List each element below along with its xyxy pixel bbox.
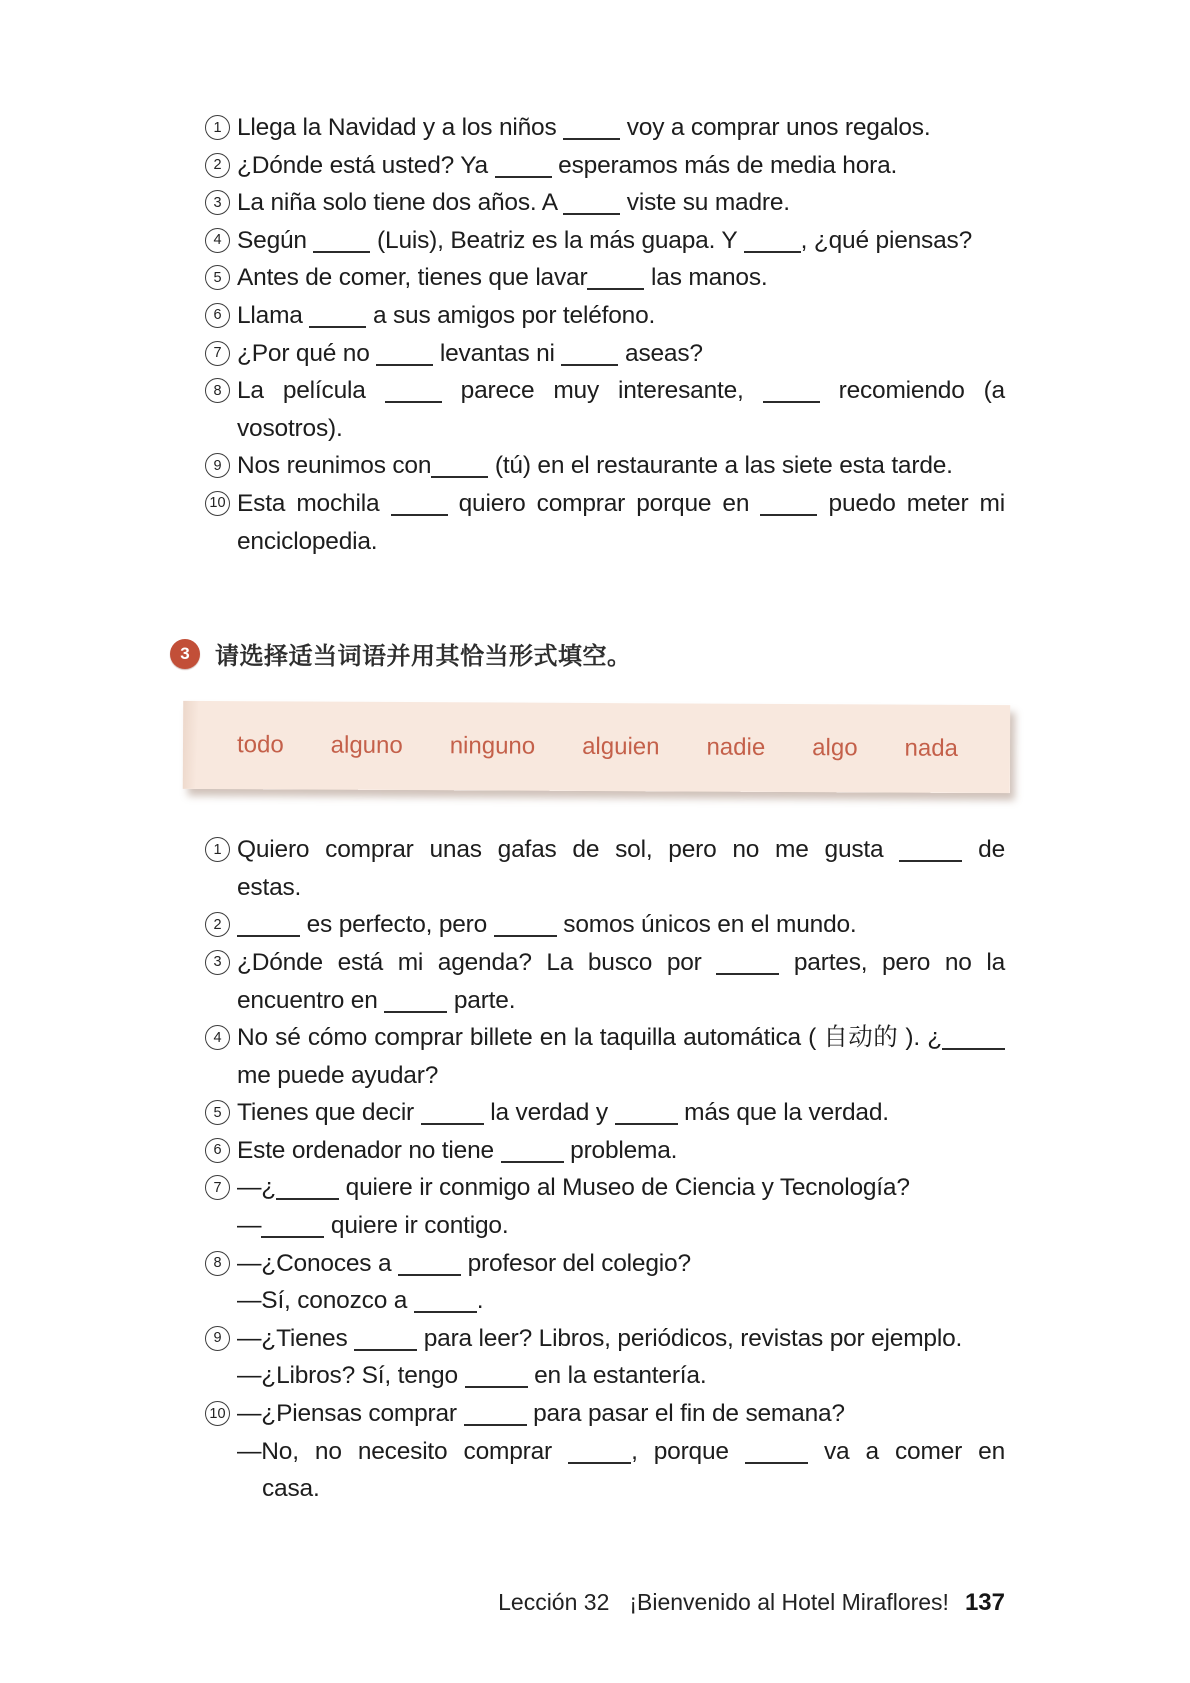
text-line <box>237 944 1005 982</box>
exercise-item <box>205 147 1005 185</box>
text-segment: —¿ <box>237 1174 277 1202</box>
text-segment: (tú) en el restaurante a las siete esta tarde. <box>488 452 953 480</box>
exercise-item <box>205 109 1005 147</box>
item-number: 3 <box>205 190 230 215</box>
text-line <box>237 1169 1005 1207</box>
text-line <box>237 1057 1005 1095</box>
item-text <box>237 1320 1005 1395</box>
item-number: 7 <box>205 341 230 366</box>
text-line <box>237 982 1005 1020</box>
text-segment: No sé cómo comprar billete en la taquilla automática ( 自动的 ). ¿ <box>237 1024 942 1052</box>
text-line <box>237 109 1005 147</box>
exercise-item <box>205 944 1005 1019</box>
text-segment: —¿Libros? Sí, tengo <box>237 1362 465 1390</box>
blank-line <box>563 213 620 215</box>
blank-line <box>237 935 300 937</box>
text-line <box>237 184 1005 222</box>
text-line <box>237 485 1005 523</box>
footer <box>498 1589 1005 1617</box>
section-3-header <box>170 636 1005 671</box>
blank-line <box>313 251 370 253</box>
exercise-item <box>205 335 1005 373</box>
text-segment: ¿Por qué no <box>237 339 377 367</box>
word-bank-word: algo <box>812 734 858 762</box>
word-bank-word: nada <box>904 734 959 763</box>
text-line <box>237 869 1005 907</box>
word-bank-word: ninguno <box>449 732 536 760</box>
blank-line <box>384 1011 447 1013</box>
text-segment: —¿Conoces a <box>237 1249 399 1277</box>
text-segment: Este ordenador no tiene <box>237 1136 501 1164</box>
exercise-item <box>205 1245 1005 1320</box>
text-segment: La niña solo tiene dos años. A <box>237 189 564 217</box>
exercise-item <box>205 1132 1005 1170</box>
item-text <box>237 944 1005 1019</box>
text-segment: Antes de comer, tienes que lavar <box>237 264 588 292</box>
item-text <box>237 372 1005 447</box>
item-text <box>237 222 1005 260</box>
item-number: 6 <box>205 1138 230 1163</box>
text-segment: recomiendo (a <box>819 377 1005 405</box>
blank-line <box>763 401 820 403</box>
item-text <box>237 447 1005 485</box>
text-segment: es perfecto, pero <box>300 911 494 939</box>
text-segment: encuentro en <box>237 986 385 1014</box>
item-number: 9 <box>205 1326 230 1351</box>
word-bank-word: alguien <box>582 733 660 761</box>
text-line <box>237 1282 1005 1320</box>
item-number: 1 <box>205 115 230 140</box>
exercise-item <box>205 447 1005 485</box>
item-text <box>237 1169 1005 1244</box>
item-text <box>237 297 1005 335</box>
word-bank-word: todo <box>236 731 284 759</box>
text-segment: La película <box>237 377 385 405</box>
item-text <box>237 1132 1005 1170</box>
text-segment: quiere ir contigo. <box>324 1212 509 1240</box>
text-segment: para pasar el fin de semana? <box>526 1400 845 1428</box>
text-line <box>237 1132 1005 1170</box>
text-segment: enciclopedia. <box>237 527 378 555</box>
blank-line <box>276 1198 339 1200</box>
text-segment: (Luis), Beatriz es la más guapa. Y <box>370 226 744 254</box>
text-segment: ¿Dónde está mi agenda? La busco por <box>237 948 717 976</box>
text-segment: Según <box>237 226 314 254</box>
exercise-item <box>205 184 1005 222</box>
item-number: 8 <box>205 378 230 403</box>
text-line <box>237 259 1005 297</box>
item-text <box>237 147 1005 185</box>
blank-line <box>745 1462 808 1464</box>
text-segment: , porque <box>631 1437 745 1465</box>
text-segment: partes, pero no la <box>779 948 1005 976</box>
item-text <box>237 335 1005 373</box>
item-number: 8 <box>205 1251 230 1276</box>
exercise-item <box>205 297 1005 335</box>
text-line <box>237 410 1005 448</box>
text-line <box>237 1245 1005 1283</box>
blank-line <box>391 514 448 516</box>
blank-line <box>716 973 779 975</box>
item-text <box>237 1094 1005 1132</box>
item-text <box>237 1395 1005 1508</box>
text-segment: va a comer en <box>807 1437 1005 1465</box>
text-segment: —Sí, conozco a <box>237 1287 414 1315</box>
blank-line <box>431 476 488 478</box>
text-line <box>237 523 1005 561</box>
text-segment: problema. <box>563 1136 678 1164</box>
text-line <box>237 831 1005 869</box>
exercise-item <box>205 1019 1005 1094</box>
item-number: 3 <box>205 950 230 975</box>
item-number: 1 <box>205 837 230 862</box>
footer-book-title: ¡Bienvenido al Hotel Miraflores! <box>629 1589 949 1615</box>
text-line <box>237 222 1005 260</box>
exercise-item <box>205 906 1005 944</box>
text-segment: —¿Tienes <box>237 1324 355 1352</box>
blank-line <box>414 1311 477 1313</box>
text-segment: ¿Dónde está usted? Ya <box>237 151 495 179</box>
word-bank <box>183 701 1010 793</box>
blank-line <box>942 1048 1005 1050</box>
item-text <box>237 906 1005 944</box>
text-segment: más que la verdad. <box>677 1099 889 1127</box>
item-text <box>237 259 1005 297</box>
item-number: 4 <box>205 228 230 253</box>
blank-line <box>899 860 962 862</box>
exercise-item <box>205 831 1005 906</box>
text-segment: para leer? Libros, periódicos, revistas por ejemplo. <box>417 1324 963 1352</box>
section-number-badge: 3 <box>170 639 200 669</box>
item-text <box>237 831 1005 906</box>
exercise-item <box>205 1094 1005 1132</box>
exercise-item <box>205 485 1005 560</box>
blank-line <box>561 364 618 366</box>
blank-line <box>465 1386 528 1388</box>
text-segment: las manos. <box>644 264 768 292</box>
text-line <box>237 1433 1005 1471</box>
text-segment: quiere ir conmigo al Museo de Ciencia y Tecnología? <box>339 1174 910 1202</box>
blank-line <box>421 1123 484 1125</box>
word-bank-word: alguno <box>330 731 403 760</box>
text-line <box>237 1320 1005 1358</box>
item-number: 10 <box>205 1401 230 1426</box>
blank-line <box>464 1424 527 1426</box>
text-segment: —No, no necesito comprar <box>237 1437 569 1465</box>
blank-line <box>563 138 620 140</box>
text-segment: somos únicos en el mundo. <box>556 911 857 939</box>
item-text <box>237 109 1005 147</box>
text-segment: en la estantería. <box>527 1362 707 1390</box>
text-segment: parece muy interesante, <box>441 377 763 405</box>
text-segment: la verdad y <box>483 1099 615 1127</box>
blank-line <box>495 176 552 178</box>
item-number: 5 <box>205 265 230 290</box>
text-segment: viste su madre. <box>620 189 790 217</box>
blank-line <box>385 401 442 403</box>
item-number: 9 <box>205 453 230 478</box>
page-content <box>180 0 1005 1508</box>
item-text <box>237 485 1005 560</box>
page-number: 137 <box>964 1589 1005 1616</box>
exercise-item <box>205 1169 1005 1244</box>
blank-line <box>494 935 557 937</box>
text-segment: . <box>476 1287 484 1315</box>
exercise-item <box>205 372 1005 447</box>
item-number: 2 <box>205 912 230 937</box>
blank-line <box>760 514 817 516</box>
text-segment: levantas ni <box>433 339 562 367</box>
text-segment: Nos reunimos con <box>237 452 432 480</box>
text-segment: puedo meter mi <box>817 489 1005 517</box>
text-line <box>237 1207 1005 1245</box>
word-bank-word: nadie <box>706 733 766 762</box>
blank-line <box>744 251 801 253</box>
blank-line <box>261 1236 324 1238</box>
text-line <box>237 335 1005 373</box>
text-segment: esperamos más de media hora. <box>551 151 898 179</box>
item-number: 4 <box>205 1025 230 1050</box>
exercise-item <box>205 259 1005 297</box>
footer-lesson: Lección 32 <box>498 1589 610 1615</box>
text-segment: aseas? <box>618 339 703 367</box>
item-text <box>237 184 1005 222</box>
text-line <box>237 1357 1005 1395</box>
text-line <box>237 1094 1005 1132</box>
text-line <box>237 447 1005 485</box>
text-segment: quiero comprar porque en <box>447 489 761 517</box>
blank-line <box>568 1462 631 1464</box>
exercise-item <box>205 222 1005 260</box>
text-segment: parte. <box>447 986 516 1014</box>
text-segment: —¿Piensas comprar <box>237 1400 464 1428</box>
blank-line <box>615 1123 678 1125</box>
item-text <box>237 1245 1005 1320</box>
blank-line <box>309 326 366 328</box>
text-line <box>237 372 1005 410</box>
text-segment: me puede ayudar? <box>237 1061 439 1089</box>
text-line <box>237 906 1005 944</box>
text-segment: Quiero comprar unas gafas de sol, pero no me gusta <box>237 836 900 864</box>
text-line <box>237 1019 1005 1057</box>
text-line <box>237 1395 1005 1433</box>
text-segment: profesor del colegio? <box>461 1249 691 1277</box>
text-segment: — <box>237 1212 262 1240</box>
text-segment: , ¿qué piensas? <box>800 226 972 254</box>
text-segment: de <box>962 836 1005 864</box>
text-line <box>237 1470 1005 1508</box>
blank-line <box>354 1349 417 1351</box>
text-segment: estas. <box>237 873 302 901</box>
exercise-3-list <box>205 831 1005 1508</box>
blank-line <box>376 364 433 366</box>
text-segment: vosotros). <box>237 414 343 442</box>
text-segment: Esta mochila <box>237 489 391 517</box>
exercise-item <box>205 1395 1005 1508</box>
item-number: 6 <box>205 303 230 328</box>
item-number: 10 <box>205 491 230 516</box>
text-segment: casa. <box>262 1475 320 1503</box>
text-segment: Tienes que decir <box>237 1099 421 1127</box>
item-number: 5 <box>205 1100 230 1125</box>
section-title: 请选择适当词语并用其恰当形式填空。 <box>215 643 632 671</box>
item-number: 2 <box>205 153 230 178</box>
text-line <box>237 297 1005 335</box>
exercise-item <box>205 1320 1005 1395</box>
blank-line <box>501 1161 564 1163</box>
exercise-2-list <box>205 0 1005 560</box>
text-line <box>237 147 1005 185</box>
text-segment: a sus amigos por teléfono. <box>366 301 656 329</box>
item-number: 7 <box>205 1175 230 1200</box>
text-segment: voy a comprar unos regalos. <box>620 114 931 141</box>
blank-line <box>587 288 644 290</box>
text-segment: Llama <box>237 301 310 329</box>
blank-line <box>398 1274 461 1276</box>
item-text <box>237 1019 1005 1094</box>
text-segment: Llega la Navidad y a los niños <box>237 114 564 141</box>
